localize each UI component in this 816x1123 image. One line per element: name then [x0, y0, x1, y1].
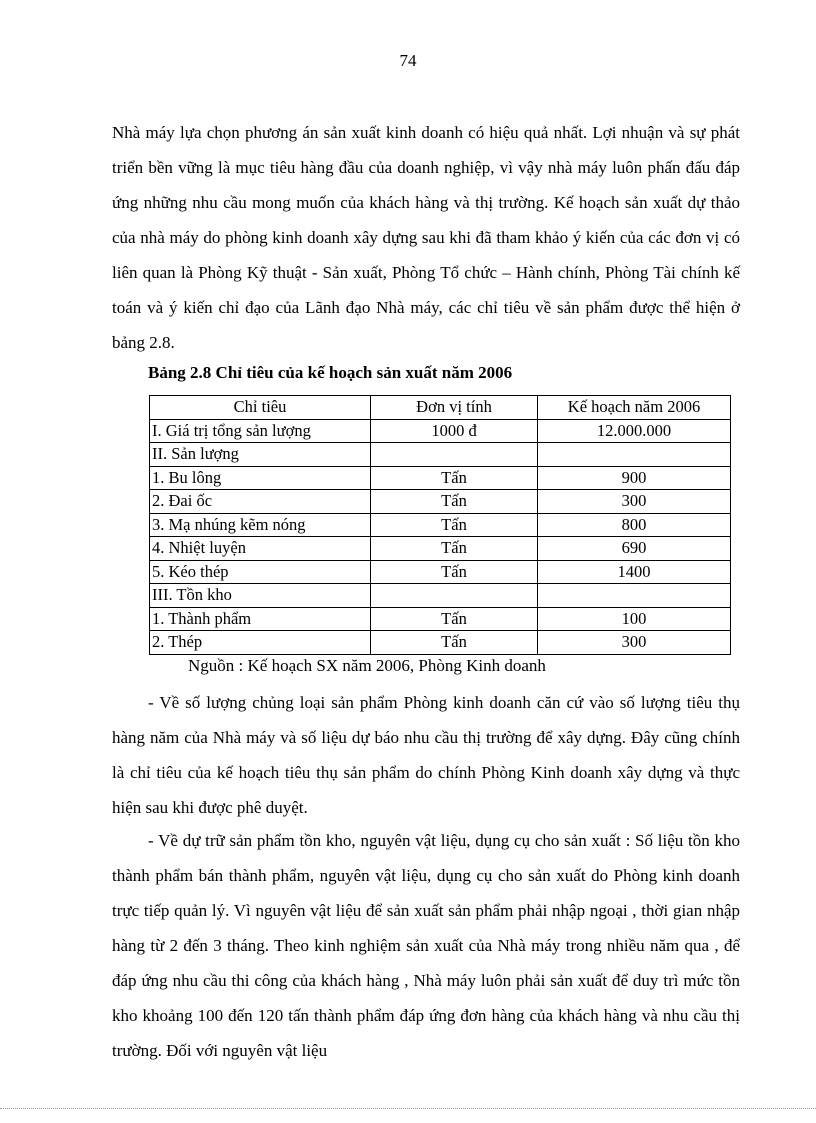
cell-unit: Tấn	[371, 490, 538, 514]
cell-plan	[538, 584, 731, 608]
cell-unit: Tấn	[371, 466, 538, 490]
cell-indicator: 1. Thành phẩm	[150, 607, 371, 631]
paragraph-intro: Nhà máy lựa chọn phương án sản xuất kinh doanh có hiệu quả nhất. Lợi nhuận và sự phát triển bền vững là mục tiêu hàng đầu của doanh nghiệp, vì vậy nhà máy luôn phấn đấu đáp ứng những nhu cầu mong muốn của khách hàng và thị trường. Kế hoạch sản xuất dự thảo của nhà máy do phòng kinh doanh xây dựng sau khi đã tham khảo ý kiến của các đơn vị có liên quan là Phòng Kỹ thuật - Sản xuất, Phòng Tổ chức – Hành chính, Phòng Tài chính kế toán và ý kiến chỉ đạo của Lãnh đạo Nhà máy, các chỉ tiêu về sản phẩm được thể hiện ở bảng 2.8.	[112, 123, 740, 352]
table-row	[150, 607, 731, 631]
table-row	[150, 419, 731, 443]
table-row	[150, 490, 731, 514]
table-row	[150, 537, 731, 561]
cell-unit	[371, 584, 538, 608]
paragraph-inventory: - Về dự trữ sản phẩm tồn kho, nguyên vật liệu, dụng cụ cho sản xuất : Số liệu tồn kho thành phẩm bán thành phẩm, nguyên vật liệu, dụng cụ cho sản xuất do Phòng kinh doanh trực tiếp quản lý. Vì nguyên vật liệu để sản xuất sản phẩm phải nhập ngoại , thời gian nhập hàng từ 2 đến 3 tháng. Theo kinh nghiệm sản xuất của Nhà máy trong nhiều năm qua , để đáp ứng nhu cầu thi công của khách hàng , Nhà máy luôn phải sản xuất để duy trì mức tồn kho khoảng 100 đến 120 tấn thành phẩm đáp ứng đơn hàng của khách hàng và nhu cầu thị trường. Đối với nguyên vật liệu	[112, 831, 740, 1060]
paragraph-product-quantity: - Về số lượng chủng loại sản phẩm Phòng kinh doanh căn cứ vào số lượng tiêu thụ hàng năm của Nhà máy và số liệu dự báo nhu cầu thị trường để xây dựng. Đây cũng chính là chỉ tiêu của kế hoạch tiêu thụ sản phẩm do chính Phòng Kinh doanh xây dựng và thực hiện sau khi được phê duyệt.	[112, 693, 740, 817]
cell-plan: 900	[538, 466, 731, 490]
cell-indicator: II. Sản lượng	[150, 443, 371, 467]
cell-indicator: 4. Nhiệt luyện	[150, 537, 371, 561]
cell-indicator: 5. Kéo thép	[150, 560, 371, 584]
cell-indicator: 2. Đai ốc	[150, 490, 371, 514]
header-indicator: Chỉ tiêu	[150, 396, 371, 420]
cell-plan: 100	[538, 607, 731, 631]
cell-unit: Tấn	[371, 560, 538, 584]
cell-unit	[371, 443, 538, 467]
table-caption: Bảng 2.8 Chỉ tiêu của kế hoạch sản xuất năm 2006	[148, 363, 513, 382]
cell-indicator: 2. Thép	[150, 631, 371, 655]
cell-indicator: 1. Bu lông	[150, 466, 371, 490]
cell-unit: Tấn	[371, 537, 538, 561]
header-plan-2006: Kế hoạch năm 2006	[538, 396, 731, 420]
table-row	[150, 631, 731, 655]
cell-unit: Tấn	[371, 607, 538, 631]
cell-plan: 690	[538, 537, 731, 561]
cell-unit: 1000 đ	[371, 419, 538, 443]
cell-plan: 300	[538, 631, 731, 655]
table-row	[150, 443, 731, 467]
table-row	[150, 513, 731, 537]
table-source-note: Nguồn : Kế hoạch SX năm 2006, Phòng Kinh doanh	[188, 656, 546, 675]
cell-indicator: 3. Mạ nhúng kẽm nóng	[150, 513, 371, 537]
cell-plan	[538, 443, 731, 467]
cell-plan: 300	[538, 490, 731, 514]
cell-unit: Tấn	[371, 513, 538, 537]
page-number: 74	[399, 51, 417, 70]
footer-divider	[0, 1108, 816, 1109]
table-row	[150, 560, 731, 584]
cell-plan: 800	[538, 513, 731, 537]
cell-plan: 1400	[538, 560, 731, 584]
header-unit: Đơn vị tính	[371, 396, 538, 420]
table-row	[150, 466, 731, 490]
cell-unit: Tấn	[371, 631, 538, 655]
cell-indicator: III. Tồn kho	[150, 584, 371, 608]
production-plan-table	[149, 395, 731, 655]
table-header-row	[150, 396, 731, 420]
table-row	[150, 584, 731, 608]
cell-plan: 12.000.000	[538, 419, 731, 443]
cell-indicator: I. Giá trị tổng sản lượng	[150, 419, 371, 443]
